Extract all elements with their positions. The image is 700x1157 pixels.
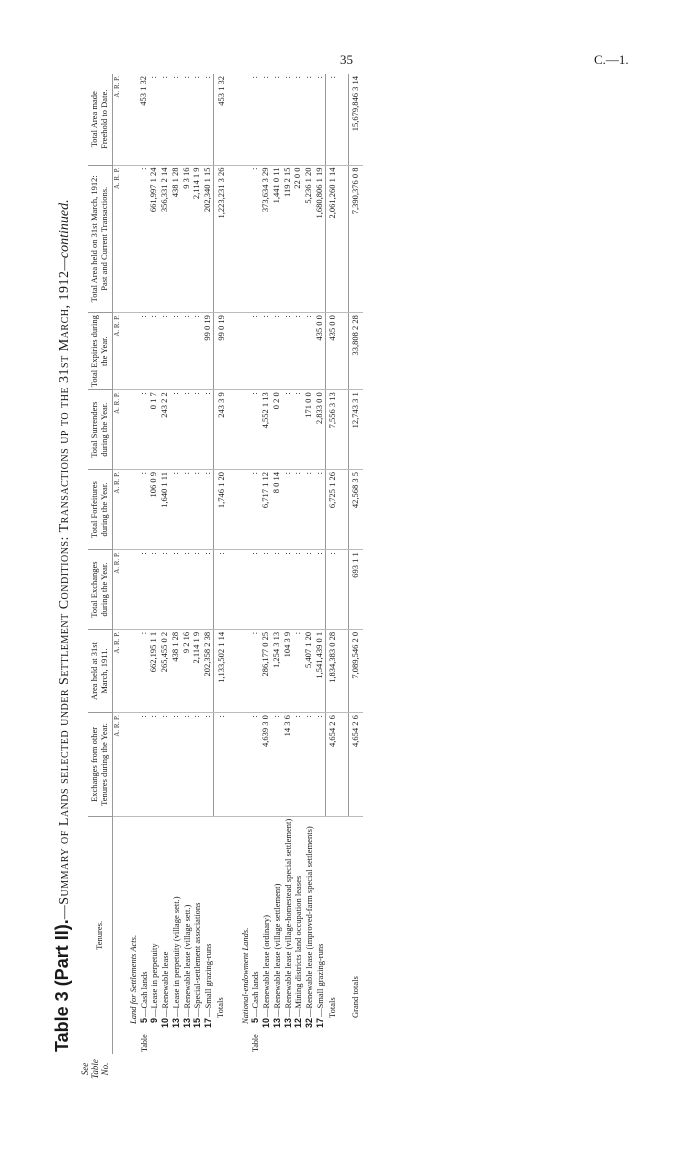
empty-cell (125, 550, 139, 630)
empty-cell (125, 390, 139, 470)
see-table-number: 10 (160, 1018, 171, 1029)
column-header-row (88, 74, 112, 1054)
unit-label: A. R. P. (112, 629, 125, 712)
tenure-cell (139, 816, 150, 1054)
empty-cell (125, 470, 139, 550)
table-cell: : (182, 74, 193, 165)
see-table-number: 13 (170, 1018, 181, 1029)
table-cell: : (160, 550, 171, 630)
table-cell: : (192, 470, 203, 550)
table-cell: : (203, 713, 214, 817)
see-table-number: 10 (261, 1018, 272, 1029)
table-cell: 42,568 3 5 (349, 470, 364, 550)
unit-label: A. R. P. (112, 313, 125, 390)
totals-row (326, 74, 341, 1054)
table-cell: : (293, 470, 304, 550)
table-cell: : (250, 470, 261, 550)
table-cell: : (139, 390, 150, 470)
table-cell: 202,340 1 15 (203, 165, 214, 313)
table-prefix: Table (139, 1034, 149, 1052)
table-cell: : (149, 550, 160, 630)
column-header: Tenures. (88, 816, 112, 1054)
table-cell: 7,390,376 0 8 (349, 165, 364, 313)
tenure-name: —Mining districts land occupation leases (293, 875, 304, 1017)
table-cell: 5,236 1 20 (304, 165, 315, 313)
table-cell: : (182, 313, 193, 390)
table-cell: 661,997 1 24 (149, 165, 160, 313)
table-cell: : (304, 550, 315, 630)
column-header: Exchanges from other Tenures during the Year. (88, 713, 112, 817)
table-title (52, 82, 73, 1052)
table-row (293, 74, 304, 1054)
tenure-name: —Lease in perpetuity (149, 943, 160, 1017)
empty-cell (236, 713, 250, 817)
table-cell: : (192, 74, 203, 165)
table-cell: 171 0 0 (304, 390, 315, 470)
table-cell: 435 0 0 (326, 313, 341, 390)
table-row (250, 74, 261, 1054)
table-cell: 356,331 2 14 (160, 165, 171, 313)
table-cell: : (182, 390, 193, 470)
column-header: Total Area held on 31st March, 1912: Past and Current Transactions. (88, 165, 112, 313)
table-cell: : (272, 74, 283, 165)
empty-cell (236, 74, 250, 165)
table-cell: : (293, 629, 304, 712)
table-cell: : (192, 713, 203, 817)
column-header: Total Expiries during the Year. (88, 313, 112, 390)
see-table-number: 13 (181, 1018, 192, 1029)
table-cell: : (272, 313, 283, 390)
empty-cell (340, 313, 349, 390)
table-cell: : (272, 713, 283, 817)
empty-cell (228, 470, 236, 550)
table-cell: : (203, 470, 214, 550)
see-table-number: 17 (314, 1018, 325, 1029)
column-header: Total Forfeitures during the Year. (88, 470, 112, 550)
tenure-cell (304, 816, 315, 1054)
empty-cell (236, 390, 250, 470)
table-continued: —continued. (57, 199, 72, 271)
see-table-number: 5 (250, 1018, 261, 1024)
table-cell: 373,634 3 29 (261, 165, 272, 313)
table-row (261, 74, 272, 1054)
tenure-name: —Renewable lease (village sett.) (181, 904, 192, 1017)
table-row (203, 74, 214, 1054)
table-cell: 15,679,846 3 14 (349, 74, 364, 165)
table-cell: 1,834,383 0 28 (326, 629, 341, 712)
section-heading: Land for Settlements Acts. (127, 934, 138, 1024)
tenure-cell (272, 816, 283, 1054)
table-cell: 4,639 3 0 (261, 713, 272, 817)
table-cell: : (203, 550, 214, 630)
tenure-name: —Special-settlement associations (192, 902, 203, 1017)
table-cell: : (139, 313, 150, 390)
table-cell: : (171, 470, 182, 550)
empty-cell (340, 816, 349, 1054)
see-table-number: 15 (192, 1018, 203, 1029)
tenure-cell (250, 816, 261, 1054)
table-cell: : (160, 713, 171, 817)
table-cell: 8 0 14 (272, 470, 283, 550)
empty-cell (228, 550, 236, 630)
empty-cell (236, 470, 250, 550)
see-table-number: 12 (293, 1018, 304, 1029)
see-table-number: 32 (304, 1018, 315, 1029)
table-cell: : (171, 713, 182, 817)
table-cell: 104 3 9 (283, 629, 294, 712)
table-cell: : (293, 713, 304, 817)
empty-cell (236, 550, 250, 630)
table-cell: : (182, 550, 193, 630)
table-cell: : (272, 550, 283, 630)
see-table-number: 13 (282, 1018, 293, 1029)
empty-cell (125, 313, 139, 390)
empty-cell (340, 550, 349, 630)
tenure-name: —Renewable lease (village settlement) (271, 883, 282, 1017)
table-row (182, 74, 193, 1054)
table-cell: 453 1 32 (214, 74, 229, 165)
tenure-name: —Lease in perpetuity (village sett.) (170, 896, 181, 1017)
empty-cell (340, 165, 349, 313)
empty-cell (228, 390, 236, 470)
table-cell: 2,114 1 9 (192, 629, 203, 712)
table-cell: 1,746 1 20 (214, 470, 229, 550)
table-cell: : (250, 629, 261, 712)
table-cell: : (250, 313, 261, 390)
table-cell: : (250, 390, 261, 470)
empty-cell (125, 713, 139, 817)
table-cell: 438 1 28 (171, 629, 182, 712)
summary-table (88, 74, 363, 1054)
table-cell: 453 1 32 (139, 74, 150, 165)
tenure-name: —Renewable lease (improved-farm special settlements) (304, 826, 315, 1017)
empty-cell (228, 74, 236, 165)
table-cell: 2,114 1 9 (192, 165, 203, 313)
table-cell: : (250, 165, 261, 313)
column-header: Total Surrenders during the Year. (88, 390, 112, 470)
unit-label: A. R. P. (112, 470, 125, 550)
table-cell: : (182, 713, 193, 817)
table-cell: : (261, 550, 272, 630)
empty-cell (228, 165, 236, 313)
empty-cell (340, 390, 349, 470)
section-heading-row (125, 74, 139, 1054)
table-cell: 435 0 0 (315, 313, 326, 390)
grand-totals-label: Grand totals (350, 976, 361, 1018)
empty-cell (228, 629, 236, 712)
table-cell: : (283, 390, 294, 470)
totals-label: Totals (327, 997, 338, 1018)
table-cell: : (149, 713, 160, 817)
table-cell: : (261, 313, 272, 390)
table-cell: 1,680,806 1 19 (315, 165, 326, 313)
tenure-name: —Renewable lease (village-homestead special settlement) (282, 818, 293, 1017)
table-cell: 4,552 1 13 (261, 390, 272, 470)
table-cell: : (139, 470, 150, 550)
unit-label: A. R. P. (112, 713, 125, 817)
table-cell: : (315, 550, 326, 630)
tenure-cell (192, 816, 203, 1054)
table-cell: 6,725 1 26 (326, 470, 341, 550)
empty-cell (236, 165, 250, 313)
table-cell: 2,061,260 1 14 (326, 165, 341, 313)
table-prefix: Table (251, 1034, 261, 1052)
tenure-cell (203, 816, 214, 1054)
table-body (125, 74, 364, 1054)
table-cell: 1,541,439 0 1 (315, 629, 326, 712)
tenure-name: —Renewable lease (ordinary) (261, 915, 272, 1017)
empty-cell (340, 629, 349, 712)
table-cell: : (139, 550, 150, 630)
empty-cell (236, 313, 250, 390)
table-cell: : (283, 470, 294, 550)
empty-cell (125, 165, 139, 313)
column-header: Total Exchanges during the Year. (88, 550, 112, 630)
table-cell: : (171, 390, 182, 470)
section-heading-row (236, 74, 250, 1054)
section-heading: National-endowment Lands. (239, 927, 250, 1024)
tenure-cell (315, 816, 326, 1054)
tenure-name: —Small grazing-runs (314, 943, 325, 1017)
tenure-name: —Cash lands (250, 971, 261, 1017)
tenure-name: —Cash lands (138, 971, 149, 1017)
units-spacer (112, 816, 125, 1054)
table-cell: 243 3 9 (214, 390, 229, 470)
table-cell: 4,654 2 6 (349, 713, 364, 817)
empty-cell (340, 74, 349, 165)
table-cell: 1,441 0 11 (272, 165, 283, 313)
table-cell: : (171, 74, 182, 165)
table-cell: : (326, 550, 341, 630)
table-cell: 6,717 1 12 (261, 470, 272, 550)
table-cell: : (139, 165, 150, 313)
table-cell: : (139, 629, 150, 712)
table-cell: : (171, 313, 182, 390)
see-table-number: 13 (271, 1018, 282, 1029)
empty-cell (228, 816, 236, 1054)
table-cell: 106 0 9 (149, 470, 160, 550)
table-cell: : (293, 550, 304, 630)
table-cell: : (149, 74, 160, 165)
table-row (192, 74, 203, 1054)
table-summary: —Summary of Lands selected under Settlement Conditions: Transactions up to the 31st March, 1912 (57, 270, 72, 920)
empty-cell (236, 629, 250, 712)
table-cell: : (214, 713, 229, 817)
table-cell: : (315, 470, 326, 550)
rotated-table-page (50, 72, 650, 1082)
unit-label: A. R. P. (112, 550, 125, 630)
table-row (304, 74, 315, 1054)
table-cell: : (192, 550, 203, 630)
tenure-name: —Renewable lease (160, 951, 171, 1017)
table-cell: : (304, 74, 315, 165)
table-cell: 265,455 0 2 (160, 629, 171, 712)
table-cell: : (304, 313, 315, 390)
units-row (112, 74, 125, 1054)
table-cell: : (293, 390, 304, 470)
empty-cell (228, 713, 236, 817)
tenure-cell (182, 816, 193, 1054)
table-cell: 4,654 2 6 (326, 713, 341, 817)
table-cell: : (182, 470, 193, 550)
table-cell: 5,407 1 20 (304, 629, 315, 712)
grand-totals-row (349, 74, 364, 1054)
table-cell: 99 0 19 (214, 313, 229, 390)
table-row (272, 74, 283, 1054)
table-cell: : (283, 313, 294, 390)
table-cell: : (160, 313, 171, 390)
table-cell: : (203, 390, 214, 470)
table-cell: 14 3 6 (283, 713, 294, 817)
tenure-cell (283, 816, 294, 1054)
empty-cell (340, 470, 349, 550)
column-header: Area held at 31st March, 1911. (88, 629, 112, 712)
table-cell: : (214, 550, 229, 630)
table-cell: 693 1 1 (349, 550, 364, 630)
table-cell: 33,808 2 28 (349, 313, 364, 390)
table-cell: : (293, 313, 304, 390)
table-cell: : (250, 550, 261, 630)
table-cell: 9 3 16 (182, 165, 193, 313)
table-cell: 12,743 3 1 (349, 390, 364, 470)
page-number: 35 (340, 52, 353, 67)
table-cell: 99 0 19 (203, 313, 214, 390)
table-cell: : (304, 470, 315, 550)
document-code: C.—1. (594, 52, 629, 67)
table-cell: : (326, 74, 341, 165)
see-table-number: 5 (138, 1018, 149, 1024)
column-header: Total Area made Freehold to Date. (88, 74, 112, 165)
table-cell: : (261, 74, 272, 165)
table-row (283, 74, 294, 1054)
empty-cell (340, 713, 349, 817)
table-cell: : (171, 550, 182, 630)
tenure-cell (149, 816, 160, 1054)
table-row (139, 74, 150, 1054)
empty-cell (228, 313, 236, 390)
table-cell: 1,223,231 3 26 (214, 165, 229, 313)
table-cell: 7,556 3 13 (326, 390, 341, 470)
table-cell: : (192, 390, 203, 470)
tenure-cell (160, 816, 171, 1054)
table-cell: : (160, 74, 171, 165)
see-table-number: 17 (203, 1018, 214, 1029)
table-cell: : (250, 74, 261, 165)
totals-label: Totals (215, 997, 226, 1018)
table-cell: : (293, 74, 304, 165)
table-row (171, 74, 182, 1054)
table-cell: : (304, 713, 315, 817)
tenure-cell (261, 816, 272, 1054)
table-cell: : (283, 74, 294, 165)
table-cell: 438 1 28 (171, 165, 182, 313)
table-cell: 9 2 16 (182, 629, 193, 712)
table-cell: : (283, 550, 294, 630)
table-cell: : (315, 74, 326, 165)
table-cell: : (149, 313, 160, 390)
tenure-cell (293, 816, 304, 1054)
table-row (315, 74, 326, 1054)
totals-row (214, 74, 229, 1054)
table-cell: 119 2 15 (283, 165, 294, 313)
see-table-number: 9 (149, 1018, 160, 1024)
table-cell: 243 2 2 (160, 390, 171, 470)
spacer-row (228, 74, 236, 1054)
empty-cell (125, 629, 139, 712)
table-cell: : (139, 713, 150, 817)
table-cell: 2,833 0 0 (315, 390, 326, 470)
table-cell: 22 0 0 (293, 165, 304, 313)
table-cell: 1,640 1 11 (160, 470, 171, 550)
table-cell: 662,195 1 1 (149, 629, 160, 712)
table-cell: 286,177 0 25 (261, 629, 272, 712)
unit-label: A. R. P. (112, 74, 125, 165)
table-cell: 0 2 0 (272, 390, 283, 470)
table-cell: : (315, 713, 326, 817)
table-row (149, 74, 160, 1054)
see-table-label: See Table No. (80, 1059, 110, 1079)
tenure-name: —Small grazing-runs (203, 943, 214, 1017)
table-cell: : (192, 313, 203, 390)
table-cell: 0 1 7 (149, 390, 160, 470)
table-cell: 1,254 3 13 (272, 629, 283, 712)
table-number: Table 3 (Part II). (52, 919, 72, 1052)
table-cell: : (250, 713, 261, 817)
spacer-row (340, 74, 349, 1054)
unit-label: A. R. P. (112, 165, 125, 313)
empty-cell (125, 74, 139, 165)
table-cell: : (203, 74, 214, 165)
tenure-cell (171, 816, 182, 1054)
unit-label: A. R. P. (112, 390, 125, 470)
table-cell: 7,089,546 2 0 (349, 629, 364, 712)
table-cell: 1,133,502 1 14 (214, 629, 229, 712)
table-cell: 202,358 2 38 (203, 629, 214, 712)
table-row (160, 74, 171, 1054)
